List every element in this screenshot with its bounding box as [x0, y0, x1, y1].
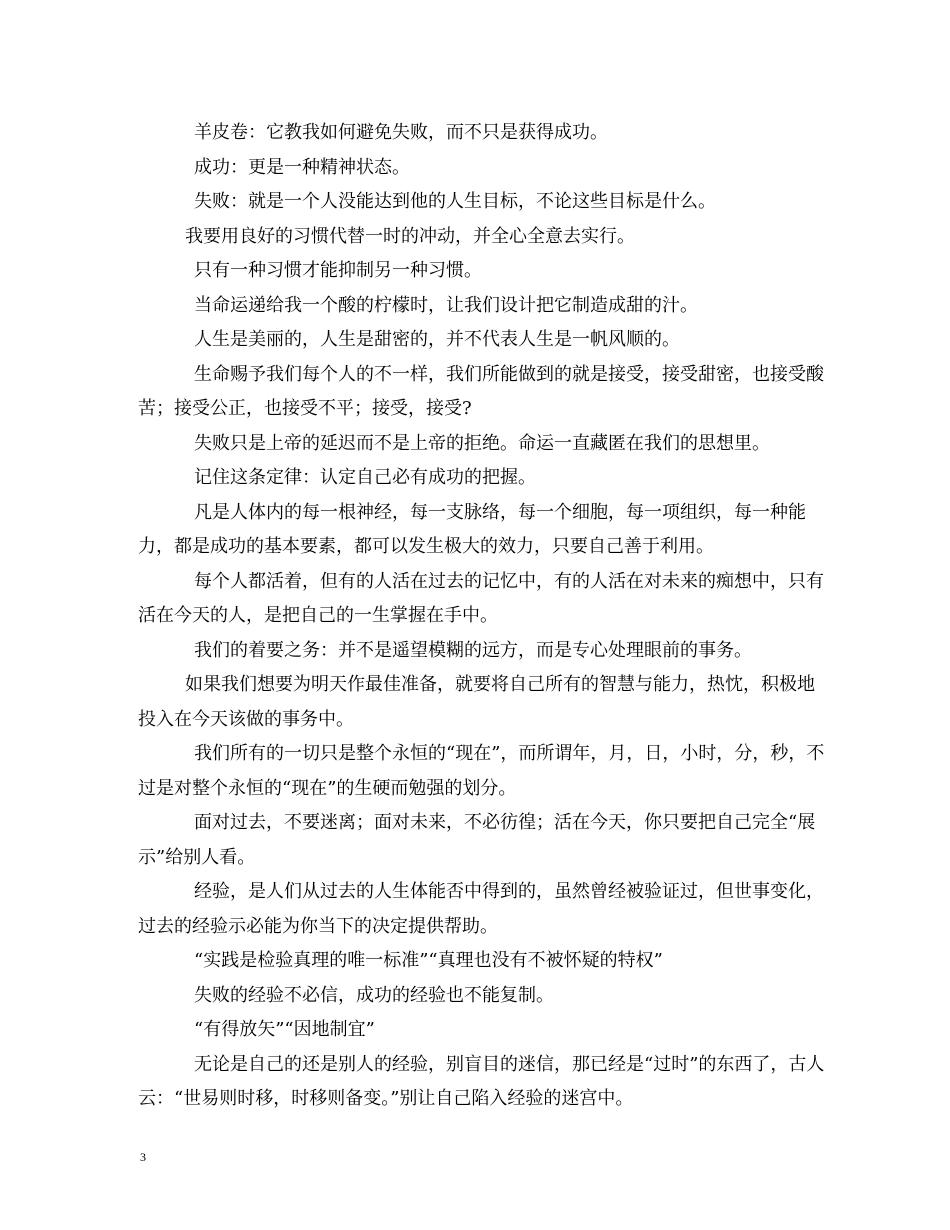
paragraph: 羊皮卷：它教我如何避免失败，而不只是获得成功。 — [194, 122, 608, 143]
paragraph: 每个人都活着，但有的人活在过去的记忆中，有的人活在对未来的痴想中，只有活在今天的人，是把自己的一生掌握在手中。 — [138, 570, 824, 626]
paragraph: 失败的经验不必信，成功的经验也不能复制。 — [194, 984, 554, 1006]
paragraph: 无论是自己的还是别人的经验，别盲目的迷信，那已经是“过时”的东西了，古人云：“世易则时移，时移则备变。”别让自己陷入经验的迷宫中。 — [138, 1053, 825, 1109]
paragraph: 失败：就是一个人没能达到他的人生目标，不论这些目标是什么。 — [194, 191, 716, 212]
paragraph: 成功：更是一种精神状态。 — [194, 156, 410, 178]
paragraph: 凡是人体内的每一根神经，每一支脉络，每一个细胞，每一项组织，每一种能力，都是成功的基本要素，都可以发生极大的效力，只要自己善于利用。 — [138, 501, 806, 557]
paragraph: 当命运递给我一个酸的柠檬时，让我们设计把它制造成甜的汁。 — [194, 294, 698, 316]
paragraph: “有得放矢”“因地制宜” — [194, 1019, 375, 1040]
paragraph: 生命赐予我们每个人的不一样，我们所能做到的就是接受，接受甜密，也接受酸苦；接受公正，也接受不平；接受，接受? — [138, 363, 824, 419]
paragraph: 人生是美丽的，人生是甜密的，并不代表人生是一帆风顺的。 — [194, 329, 680, 350]
paragraph: 只有一种习惯才能抑制另一种习惯。 — [194, 260, 482, 281]
paragraph: “实践是检验真理的唯一标准”“真理也没有不被怀疑的特权” — [194, 950, 663, 971]
paragraph: 我要用良好的习惯代替一时的冲动，并全心全意去实行。 — [185, 225, 635, 247]
page-number: 3 — [140, 1150, 146, 1164]
paragraph: 面对过去，不要迷离；面对未来，不必彷徨；活在今天，你只要把自己完全“展示”给别人看。 — [138, 812, 816, 868]
paragraph: 失败只是上帝的延迟而不是上帝的拒绝。命运一直藏匿在我们的思想里。 — [194, 432, 770, 454]
paragraph: 经验，是人们从过去的人生体能否中得到的，虽然曾经被验证过，但世事变化，过去的经验示必能为你当下的决定提供帮助。 — [138, 881, 824, 937]
paragraph: 我们所有的一切只是整个永恒的“现在”，而所谓年，月，日，小时，分，秒，不过是对整个永恒的“现在”的生硬而勉强的划分。 — [138, 743, 825, 799]
paragraph: 如果我们想要为明天作最佳准备，就要将自己所有的智慧与能力，热忱，积极地投入在今天该做的事务中。 — [138, 674, 815, 730]
document-body — [138, 116, 828, 1117]
paragraph: 记住这条定律：认定自己必有成功的把握。 — [194, 467, 536, 488]
paragraph: 我们的着要之务：并不是遥望模糊的远方，而是专心处理眼前的事务。 — [194, 639, 752, 661]
